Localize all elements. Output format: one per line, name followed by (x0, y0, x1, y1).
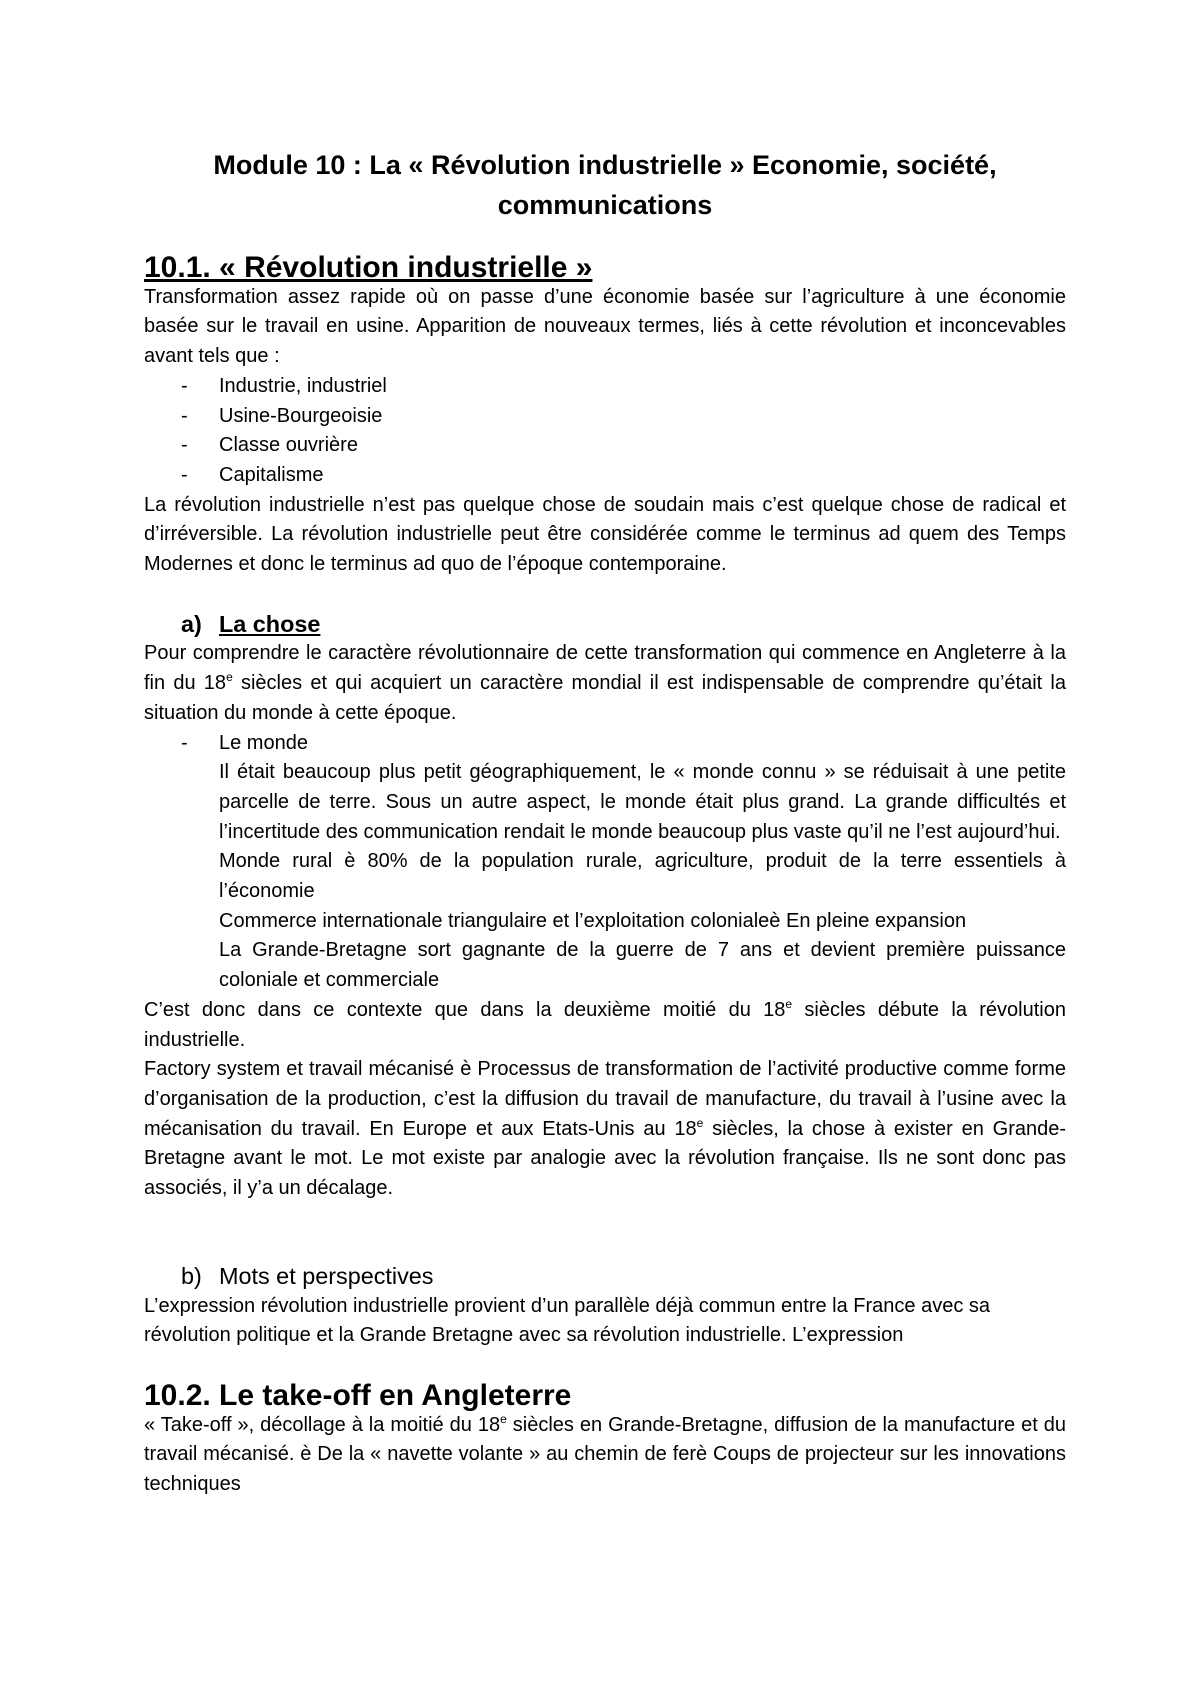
monde-line: Il était beaucoup plus petit géographiquement, le « monde connu » se réduisait à une petite parcelle de terre. Sous un autre aspect, le monde était plus grand. La grande difficultés et l’incertitude des communication rendait le monde beaucoup plus vaste qu’il ne l’est aujourd’hui. (219, 761, 1066, 843)
list-item: - Industrie, industriel (181, 372, 1066, 402)
text-run: Pour comprendre le caractère révolutionnaire de cette transformation qui commence en Angleterre à la fin du 18 (144, 642, 1066, 695)
text-run: « Take-off », décollage à la moitié du 18 (144, 1413, 501, 1436)
list-item: - Classe ouvrière (181, 431, 1066, 461)
factory-paragraph (144, 1055, 1066, 1204)
text-run: siècles en Grande-Bretagne, diffusion de la manufacture et du travail mécanisé. è De la « navette volante » au chemin de ferè Coups de projecteur sur les innovations techniques (144, 1413, 1066, 1496)
subsection-b-paragraph: L’expression révolution industrielle provient d’un parallèle déjà commun entre la France avec sa révolution politique et la Grande Bretagne avec sa révolution industrielle. L’expression (144, 1294, 991, 1347)
section-10-1-intro: Transformation assez rapide où on passe d’une économie basée sur l’agriculture à une économie basée sur le travail en usine. Apparition de nouveaux termes, liés à cette révolution et inconcevables avant tels que : (144, 285, 1066, 368)
list-item: - Le monde (181, 729, 1066, 759)
superscript: e (696, 1115, 704, 1130)
subsection-b-label: b) (181, 1262, 202, 1289)
subsection-a-label: a) (181, 610, 202, 637)
subsection-b-title: Mots et perspectives (219, 1262, 434, 1289)
subsection-a-paragraph (144, 639, 1066, 728)
superscript: e (785, 996, 793, 1011)
monde-line: La Grande-Bretagne sort gagnante de la guerre de 7 ans et devient première puissance coloniale et commerciale (219, 939, 1066, 992)
list-item: - Usine-Bourgeoisie (181, 402, 1066, 432)
text-run: Factory system et travail mécanisé è Processus de transformation de l’activité productive comme forme d’organisation de la production, c’est la diffusion du travail de manufacture, du travail à l’usine avec la mécanisation du travail. En Europe et aux Etats-Unis au 18 (144, 1058, 1066, 1140)
monde-line: Commerce internationale triangulaire et l’exploitation colonialeè En pleine expansion (219, 909, 967, 932)
subsection-b-heading (144, 1262, 1066, 1292)
monde-list (144, 729, 1066, 759)
section-heading-10-1: 10.1. « Révolution industrielle » (144, 251, 593, 284)
monde-line: Monde rural è 80% de la population rurale, agriculture, produit de la terre essentiels à l’économie (219, 850, 1066, 903)
text-run: siècles, la chose à exister en Grande-Bretagne avant le mot. Le mot existe par analogie avec la révolution française. Ils ne sont donc pas associés, il y’a un décalage. (144, 1117, 1067, 1200)
section-heading-10-2: 10.2. Le take-off en Angleterre (144, 1378, 572, 1412)
monde-details (144, 758, 1066, 996)
page-title: Module 10 : La « Révolution industrielle » Economie, société, communications (213, 150, 997, 220)
text-run: siècles débute la révolution industrielle. (144, 998, 1066, 1051)
list-item: - Capitalisme (181, 461, 1066, 491)
superscript: e (500, 1411, 507, 1426)
text-run: siècles et qui acquiert un caractère mondial il est indispensable de comprendre qu’était la situation du monde à cette époque. (144, 672, 1066, 724)
superscript: e (226, 670, 233, 685)
section-10-2-paragraph (144, 1411, 1066, 1500)
context-paragraph (144, 996, 1066, 1055)
subsection-a-heading (144, 610, 1066, 640)
subsection-a-title: La chose (219, 610, 321, 637)
section-10-1-paragraph: La révolution industrielle n’est pas quelque chose de soudain mais c’est quelque chose de radical et d’irréversible. La révolution industrielle peut être considérée comme le terminus ad quem des Temps Modernes et donc le terminus ad quo de l’époque contemporaine. (144, 493, 1066, 576)
document-body (144, 145, 1066, 1500)
terms-list (144, 372, 1066, 491)
text-run: C’est donc dans ce contexte que dans la deuxième moitié du 18 (144, 998, 786, 1021)
